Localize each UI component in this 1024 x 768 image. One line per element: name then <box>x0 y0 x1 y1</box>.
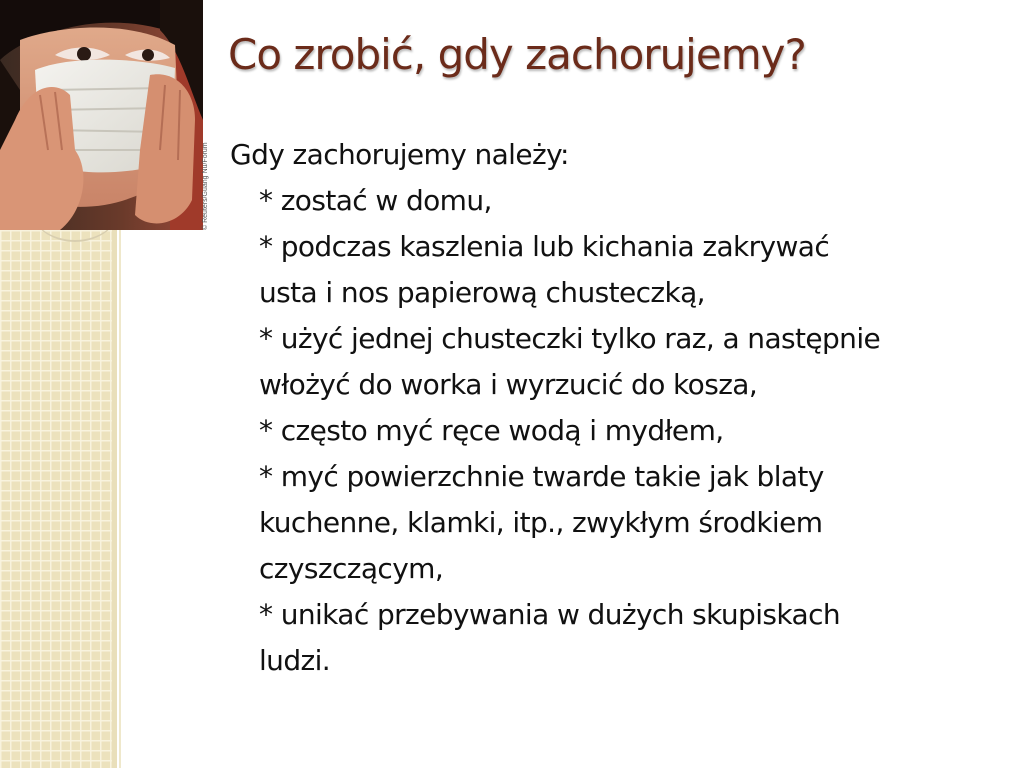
slide-body <box>230 132 990 684</box>
list-item: * myć powierzchnie twarde takie jak blaty kuchenne, klamki, itp., zwykłym środkiem czyszczącym, <box>259 460 824 585</box>
list-item: * zostać w domu, <box>259 184 492 217</box>
photo-person-covering-face <box>0 0 203 230</box>
list-item: * użyć jednej chusteczki tylko raz, a następnie włożyć do worka i wyrzucić do kosza, <box>259 322 881 401</box>
photo-credit-text: © Reuters/Guang Nu/Forum <box>202 142 209 230</box>
photo-credit <box>202 130 214 230</box>
list-item: * unikać przebywania w dużych skupiskach ludzi. <box>259 598 841 677</box>
intro-text: Gdy zachorujemy należy: <box>230 138 569 171</box>
photo-illustration <box>0 0 203 230</box>
slide-title: Co zrobić, gdy zachorujemy? <box>228 30 806 79</box>
list-item: * podczas kaszlenia lub kichania zakrywać usta i nos papierową chusteczką, <box>259 230 830 309</box>
list-item: * często myć ręce wodą i mydłem, <box>259 414 724 447</box>
